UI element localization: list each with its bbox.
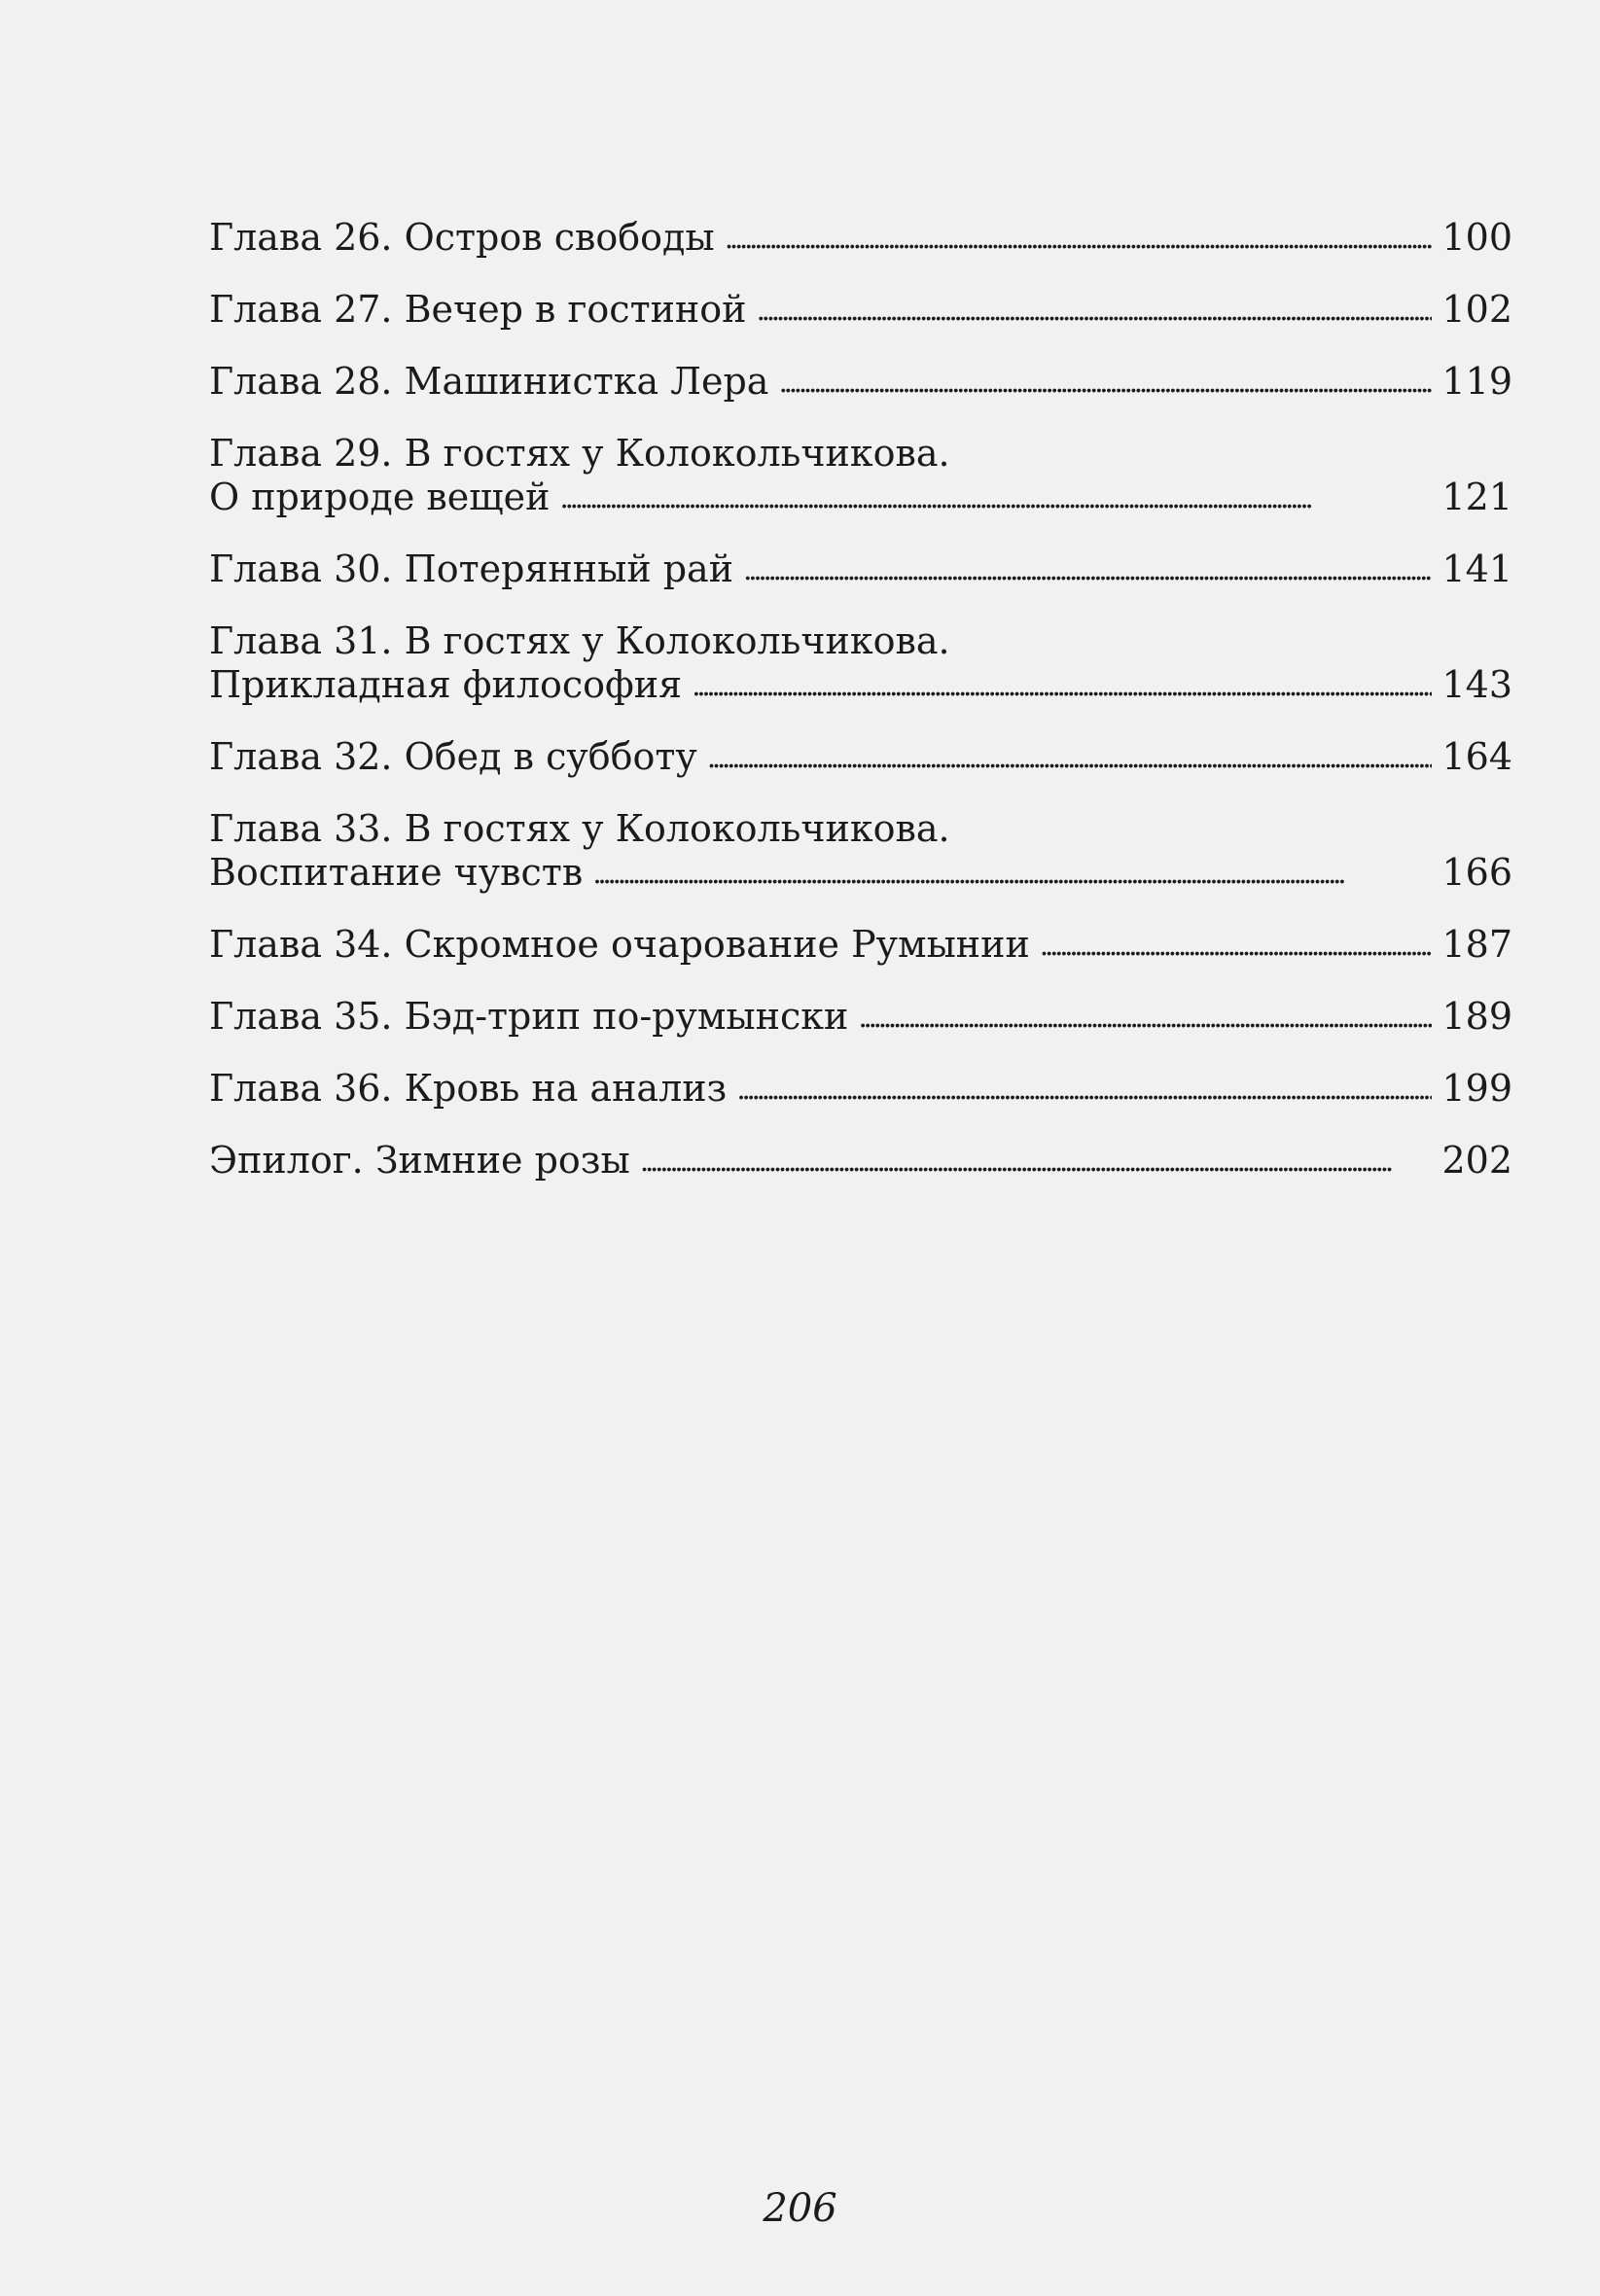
toc-entry-title: Глава 35. Бэд-трип по-румынски: [209, 995, 849, 1038]
toc-entry-page: 202: [1441, 1139, 1512, 1182]
toc-entry-title: Эпилог. Зимние розы: [209, 1139, 630, 1182]
dot-leader: [725, 214, 1433, 261]
toc-entry: [209, 619, 1512, 710]
toc-entry: [209, 288, 1512, 335]
toc-entry-title: Прикладная философия: [209, 663, 683, 706]
toc-entry-page: 199: [1441, 1067, 1512, 1110]
toc-entry-title-line1: Глава 31. В гостях у Колокольчикова.: [209, 619, 950, 662]
toc-entry: [209, 548, 1512, 594]
toc-entry: [209, 995, 1512, 1042]
toc-entry-page: 141: [1441, 548, 1512, 590]
table-of-contents: [209, 216, 1512, 1211]
toc-entry: [209, 923, 1512, 970]
toc-entry: [209, 360, 1512, 406]
toc-entry-page: 189: [1441, 995, 1512, 1038]
toc-entry-title-line1: Глава 33. В гостях у Колокольчикова.: [209, 807, 950, 850]
toc-entry-page: 143: [1441, 663, 1512, 706]
toc-entry-title: Глава 30. Потерянный рай: [209, 548, 734, 590]
toc-entry-title: Глава 32. Обед в субботу: [209, 735, 697, 778]
dot-leader: [858, 993, 1432, 1040]
toc-entry-title-line1: Глава 29. В гостях у Колокольчикова.: [209, 432, 950, 475]
toc-entry-title: Глава 26. Остров свободы: [209, 216, 715, 259]
toc-entry-page: 166: [1441, 851, 1512, 894]
toc-entry-page: 119: [1441, 360, 1512, 403]
toc-entry: [209, 807, 1512, 898]
dot-leader: [592, 849, 1432, 896]
toc-entry-title: Глава 27. Вечер в гостиной: [209, 288, 747, 331]
dot-leader: [640, 1137, 1433, 1183]
dot-leader: [1040, 921, 1433, 968]
page-number: 206: [763, 2186, 837, 2231]
dot-leader: [736, 1065, 1432, 1112]
toc-entry-title: Глава 28. Машинистка Лера: [209, 360, 769, 403]
toc-entry: [209, 432, 1512, 522]
dot-leader: [707, 733, 1433, 780]
toc-entry-page: 164: [1441, 735, 1512, 778]
toc-entry-title: Воспитание чувств: [209, 851, 584, 894]
toc-entry-page: 100: [1441, 216, 1512, 259]
dot-leader: [692, 661, 1432, 708]
dot-leader: [559, 474, 1432, 520]
dot-leader: [743, 546, 1432, 592]
dot-leader: [778, 358, 1432, 405]
toc-entry: [209, 1139, 1512, 1185]
toc-entry-title: Глава 34. Скромное очарование Румынии: [209, 923, 1030, 966]
toc-entry: [209, 735, 1512, 782]
toc-entry-title: О природе вещей: [209, 476, 551, 518]
toc-entry-page: 121: [1441, 476, 1512, 518]
dot-leader: [756, 286, 1432, 333]
toc-entry-page: 102: [1441, 288, 1512, 331]
toc-entry: [209, 216, 1512, 263]
toc-entry-page: 187: [1441, 923, 1512, 966]
toc-entry: [209, 1067, 1512, 1113]
toc-entry-title: Глава 36. Кровь на анализ: [209, 1067, 728, 1110]
